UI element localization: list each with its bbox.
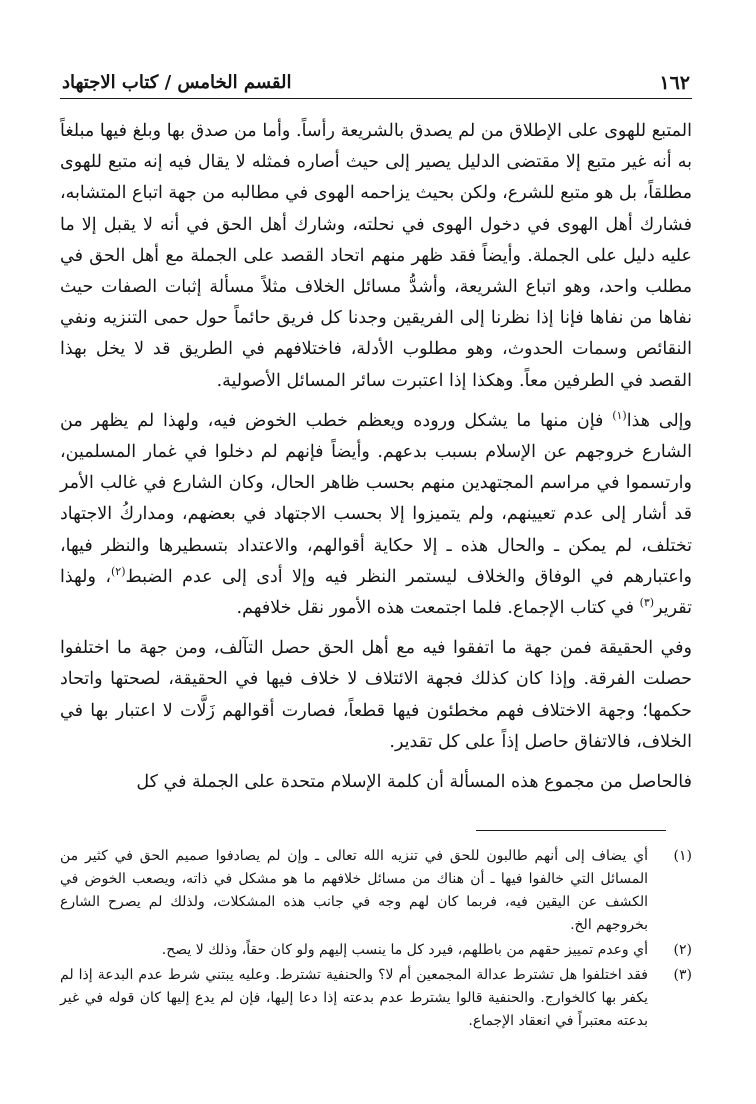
footnote-2 [60, 939, 692, 962]
footnote-text: أي يضاف إلى أنهم طالبون للحق في تنزيه الله تعالى ـ وإن لم يصادفوا صميم الحق في كثير من المسائل التي خالفوا فيها ـ أن هناك من مسائل خلافهم ما هو مشكل في ذاته، ويصعب الخوض في الكشف عن اليقين فيه، فربما كان لهم وجه في جانب هذه المشكلات، ولذلك لم يصرح الشارع بخروجهم الخ. [60, 848, 648, 933]
main-text [60, 116, 692, 807]
page-number: ١٦٢ [659, 72, 690, 94]
footnote-separator [476, 830, 666, 831]
page-header [60, 64, 692, 99]
paragraph-3: وفي الحقيقة فمن جهة ما اتفقوا فيه مع أهل الحق حصل التآلف، ومن جهة ما اختلفوا حصلت الفرقة. وإذا كان كذلك فجهة الائتلاف لا خلاف فيها في الحقيقة، لصحتها واتحاد حكمها؛ وجهة الاختلاف فهم مخطئون فيها قطعاً، فصارت أقوالهم زَلَّات لا اعتبار بها في الخلاف، فالاتفاق حاصل إذاً على كل تقدير. [60, 638, 692, 752]
paragraph-4: فالحاصل من مجموع هذه المسألة أن كلمة الإسلام متحدة على الجملة في كل [136, 772, 692, 793]
paragraph-1: المتبع للهوى على الإطلاق من لم يصدق بالشريعة رأساً. وأما من صدق بها وبلغ فيها مبلغاً به أنه غير متبع إلا مقتضى الدليل يصير إلى حيث أصاره فمثله لا يقال فيه إنه متبع للهوى مطلقاً، بل هو متبع للشرع، ولكن بحيث يزاحمه الهوى في مطالبه من جهة اتباع المتشابه، فشارك أهل الهوى في دخول الهوى في نحلته، وشارك أهل الحق في أنه لا يقبل إلا ما عليه دليل على الجملة. وأيضاً فقد ظهر منهم اتحاد القصد على الجملة مع أهل الحق في مطلب واحد، وهو اتباع الشريعة، وأشدُّ مسائل الخلاف مثلاً مسألة إثبات الصفات حيث نفاها من نفاها فإنا إذا نظرنا إلى الفريقين وجدنا كل فريق حائماً حول حمى التنزيه ونفي النقائص وسمات الحدوث، وهو مطلوب الأدلة، فاختلافهم في الطريق قد لا يخل بهذا القصد في الطرفين معاً. وهكذا إذا اعتبرت سائر المسائل الأصولية. [60, 121, 692, 391]
paragraph-2-part-b: فإن منها ما يشكل وروده ويعظم خطب الخوض فيه، ولهذا لم يظهر من الشارع خروجهم عن الإسلام بسبب بدعهم. وأيضاً فإنهم لم دخلوا في غمار المسلمين، وارتسموا في مراسم المجتهدين منهم بحسب ظاهر الحال، وكان الشارع في غالب الأمر قد أشار إلى عدم تعيينهم، ولم يتميزوا إلا بحسب الاجتهاد في بعضهم، ومداركُ الاجتهاد تختلف، لم يمكن ـ والحال هذه ـ إلا حكاية أقوالهم، والاعتداد بتسطيرها والنظر فيها، واعتبارهم في الوفاق والخلاف ليستمر النظر فيه وإلا أدى إلى عدم الضبط [60, 410, 692, 587]
running-title: القسم الخامس / كتاب الاجتهاد [62, 72, 292, 93]
paragraph-2 [60, 406, 692, 624]
footnote-number: (١) [673, 848, 692, 864]
footnote-3 [60, 964, 692, 1033]
footnote-ref-2[interactable]: (٢) [110, 565, 126, 579]
paragraph-2-part-a: وإلى هذا [626, 410, 692, 431]
footnotes [60, 845, 692, 1035]
footnote-text: أي وعدم تمييز حقهم من باطلهم، فيرد كل ما ينسب إليهم ولو كان حقاً، وذلك لا يصح. [161, 942, 648, 958]
footnote-number: (٢) [673, 942, 692, 958]
footnote-ref-1[interactable]: (١) [612, 409, 627, 422]
footnote-number: (٣) [673, 967, 692, 983]
footnote-ref-3[interactable]: (٣) [639, 596, 655, 610]
paragraph-2-part-d: في كتاب الإجماع. فلما اجتمعت هذه الأمور نقل خلافهم. [236, 598, 640, 619]
footnote-1 [60, 845, 692, 937]
paragraph-2-part-c: ، ولهذا تقرير [60, 566, 692, 619]
footnote-text: فقد اختلفوا هل تشترط عدالة المجمعين أم لا؟ والحنفية تشترط. وعليه يبتني شرط عدم البدعة إذا لم يكفر بها كالخوارج. والحنفية قالوا يشترط عدم بدعته إذا دعا إليها، فإن لم يدع إليها كان قوله في غير بدعته معتبراً في انعقاد الإجماع. [60, 967, 648, 1029]
